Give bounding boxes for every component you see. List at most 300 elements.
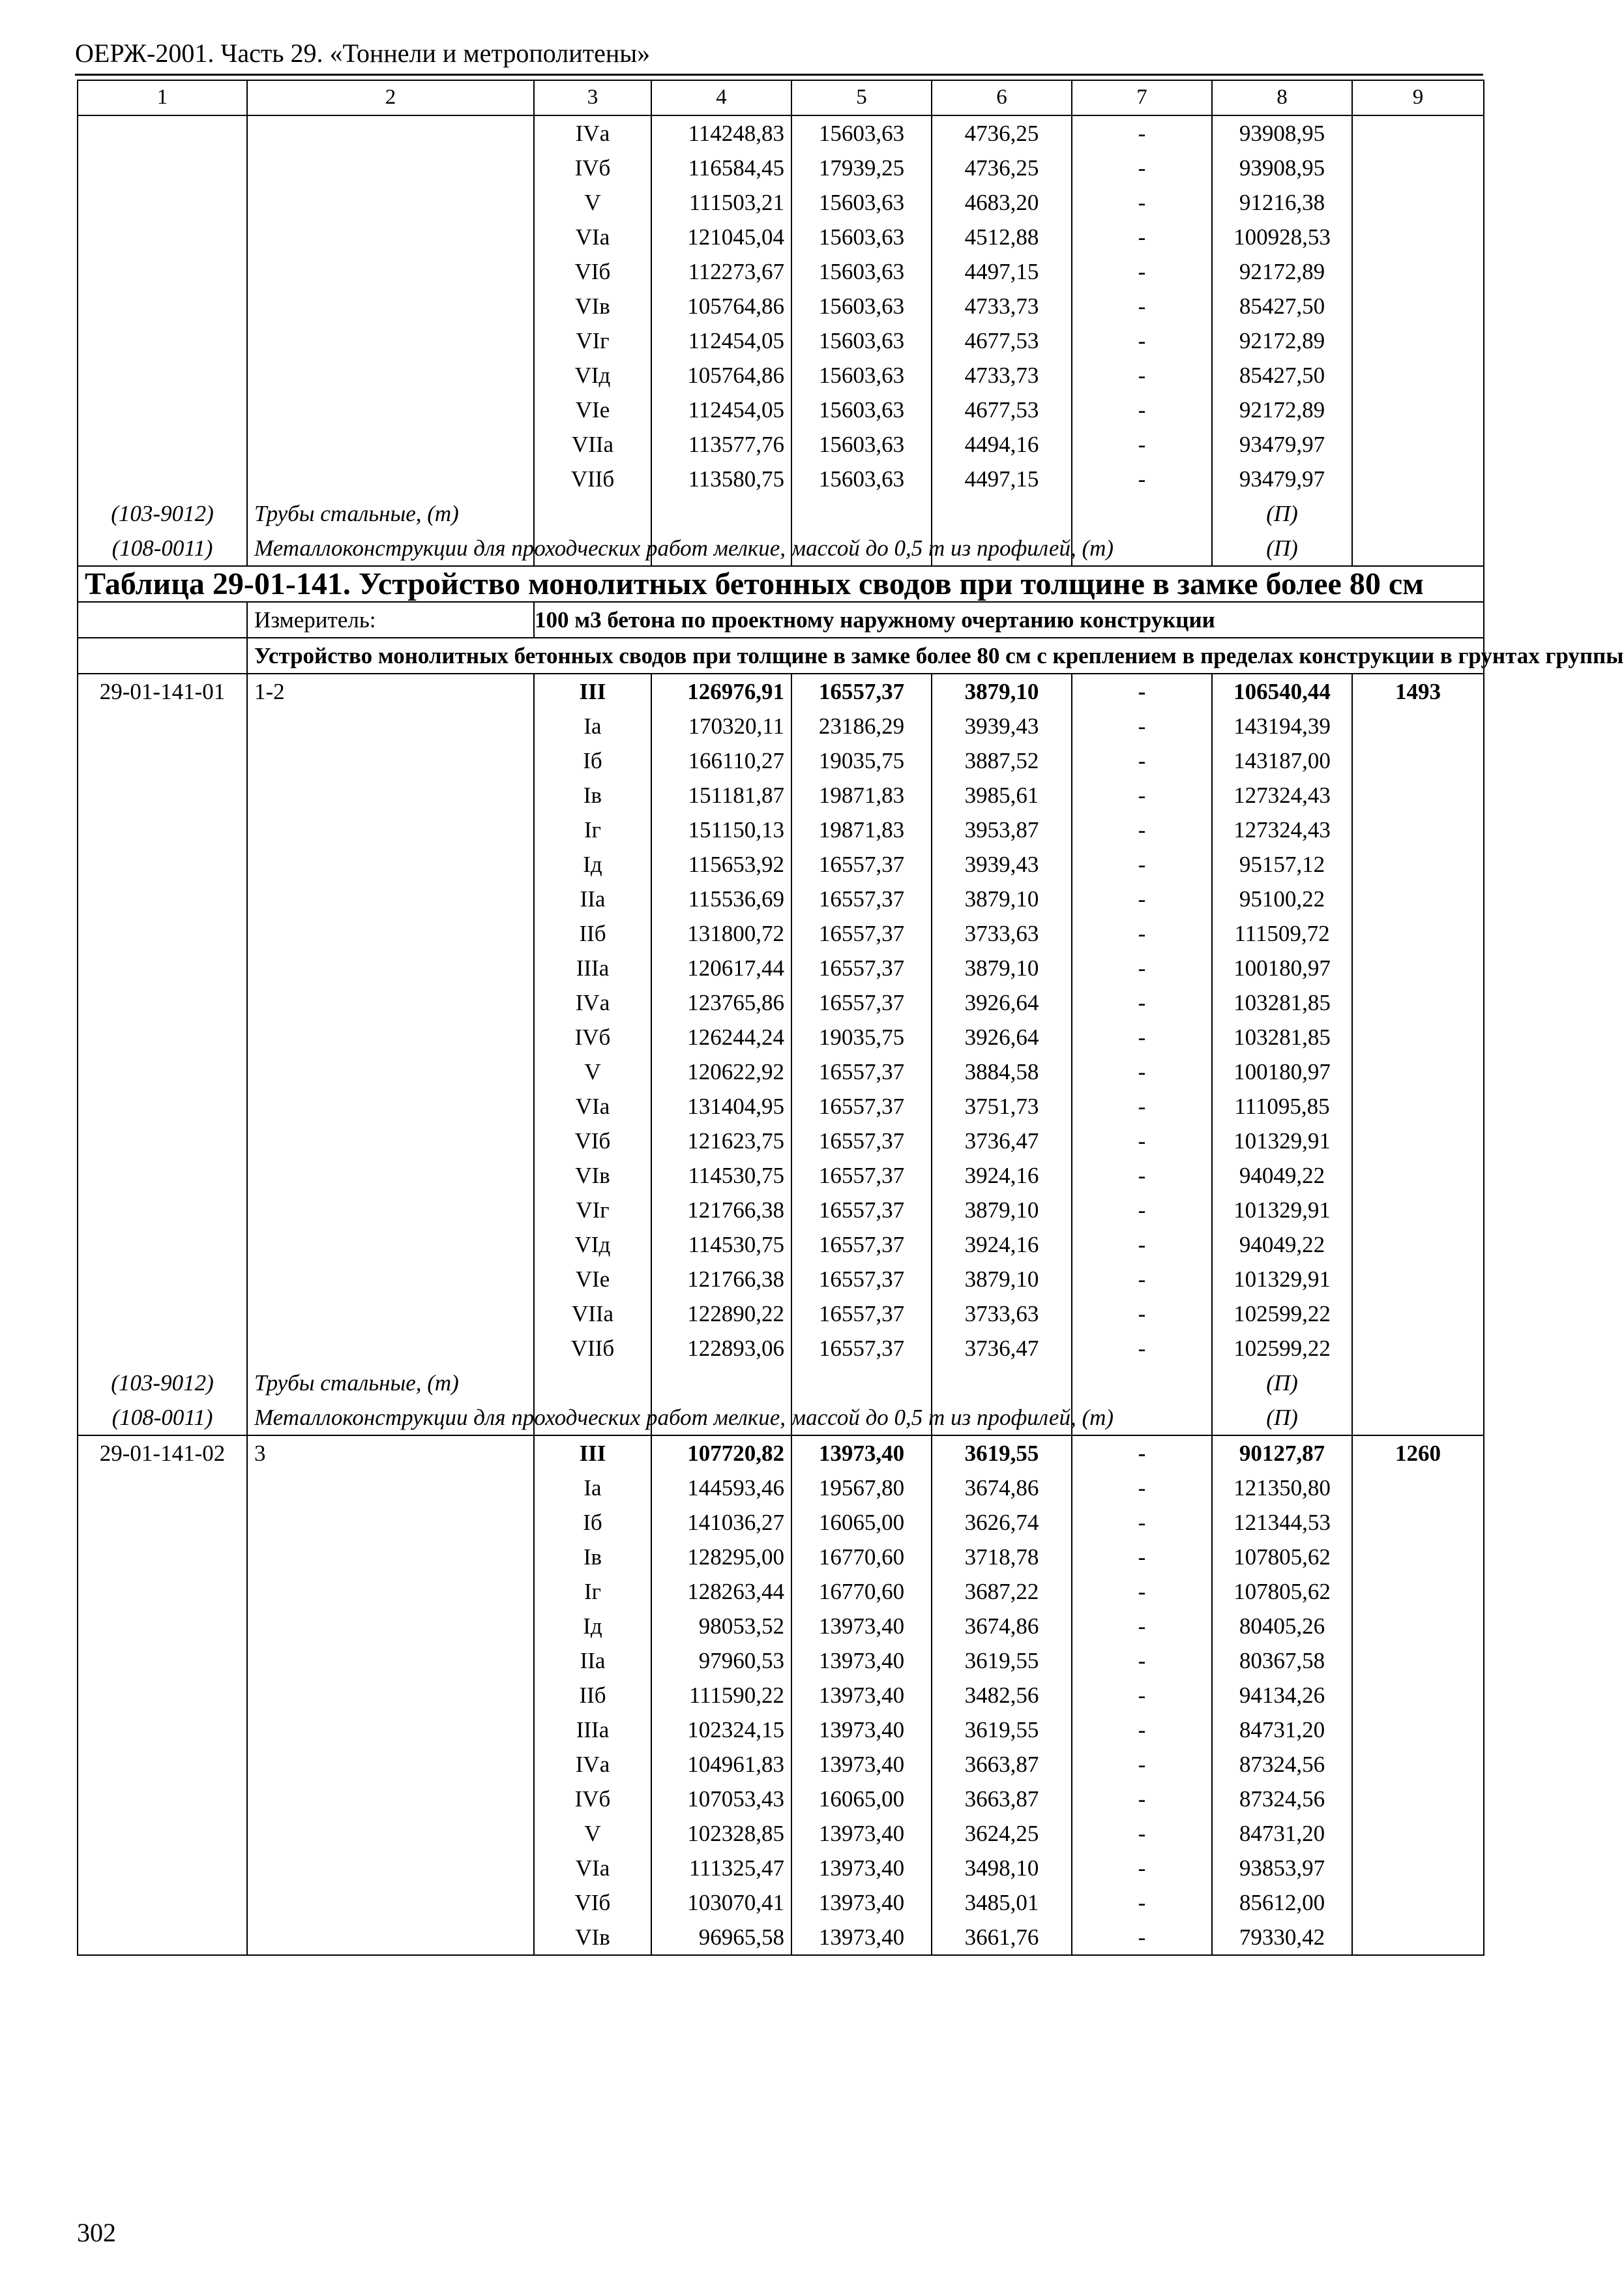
labor-cost [1352,1505,1484,1540]
table-row [78,358,1484,393]
soil-group [247,1124,534,1158]
labor-cost [1352,1262,1484,1296]
value-cell: 3879,10 [932,1262,1072,1296]
value-cell: - [1072,393,1212,427]
labor-cost [1352,1055,1484,1089]
value-cell: - [1072,289,1212,323]
value-cell: 101329,91 [1212,1262,1352,1296]
value-cell: - [1072,674,1212,709]
rate-code [78,1609,247,1643]
value-cell: 3884,58 [932,1055,1072,1089]
value-cell: - [1072,462,1212,496]
zone-label: VIе [534,1262,651,1296]
material-code: (108-0011) [78,1400,247,1435]
value-cell: 127324,43 [1212,813,1352,847]
table-cell [534,496,651,531]
value-cell: 3733,63 [932,916,1072,951]
value-cell: 19035,75 [791,743,932,778]
table-row [78,1920,1484,1955]
zone-label: VIд [534,358,651,393]
value-cell: - [1072,1816,1212,1851]
soil-group [247,1089,534,1124]
table-row [78,813,1484,847]
value-cell: 3926,64 [932,1020,1072,1055]
soil-group [247,1227,534,1262]
zone-label: VIб [534,254,651,289]
soil-group [247,985,534,1020]
value-cell: 107053,43 [651,1782,791,1816]
value-cell: 13973,40 [791,1643,932,1678]
value-cell: 102328,85 [651,1816,791,1851]
value-cell: 103070,41 [651,1885,791,1920]
value-cell: - [1072,220,1212,254]
table-row [78,1296,1484,1331]
value-cell: 102324,15 [651,1713,791,1747]
value-cell: 80405,26 [1212,1609,1352,1643]
rate-code [78,151,247,185]
value-cell: 121045,04 [651,220,791,254]
soil-group [247,358,534,393]
table-row [78,951,1484,985]
value-cell: 97960,53 [651,1643,791,1678]
value-cell: 121350,80 [1212,1471,1352,1505]
soil-group [247,1193,534,1227]
labor-cost: 1493 [1352,674,1484,709]
soil-group [247,289,534,323]
rate-code: 29-01-141-01 [78,674,247,709]
value-cell: 100928,53 [1212,220,1352,254]
labor-cost [1352,1089,1484,1124]
table-cell [1352,496,1484,531]
soil-group: 1-2 [247,674,534,709]
value-cell: 111509,72 [1212,916,1352,951]
value-cell: 3939,43 [932,847,1072,882]
value-cell: 3879,10 [932,951,1072,985]
rate-code [78,1747,247,1782]
rate-code [78,254,247,289]
soil-group [247,1920,534,1955]
soil-group [247,393,534,427]
soil-group: 3 [247,1435,534,1471]
soil-group [247,1574,534,1609]
table-row [78,1851,1484,1885]
labor-cost [1352,323,1484,358]
column-number: 1 [78,80,247,115]
soil-group [247,151,534,185]
value-cell: 17939,25 [791,151,932,185]
value-cell: 16557,37 [791,1331,932,1366]
table-row [78,1020,1484,1055]
zone-label: Iг [534,1574,651,1609]
zone-label: IIб [534,916,651,951]
zone-label: III [534,674,651,709]
column-number: 8 [1212,80,1352,115]
column-number: 3 [534,80,651,115]
value-cell: 13973,40 [791,1678,932,1713]
zone-label: VIв [534,1158,651,1193]
value-cell: 95157,12 [1212,847,1352,882]
value-cell: 121766,38 [651,1262,791,1296]
soil-group [247,1782,534,1816]
zone-label: Iв [534,778,651,813]
rate-code [78,813,247,847]
value-cell: 87324,56 [1212,1747,1352,1782]
table-row [78,1227,1484,1262]
value-cell: 112454,05 [651,323,791,358]
column-number: 6 [932,80,1072,115]
value-cell: - [1072,813,1212,847]
labor-cost [1352,462,1484,496]
value-cell: 85612,00 [1212,1885,1352,1920]
value-cell: - [1072,358,1212,393]
rate-code [78,743,247,778]
value-cell: - [1072,778,1212,813]
value-cell: 114530,75 [651,1158,791,1193]
table-row [78,882,1484,916]
labor-cost [1352,220,1484,254]
column-numbers-row [78,80,1484,115]
value-cell: 107720,82 [651,1435,791,1471]
column-number: 2 [247,80,534,115]
soil-group [247,1505,534,1540]
value-cell: 103281,85 [1212,985,1352,1020]
table-row [78,1089,1484,1124]
table-row [78,254,1484,289]
labor-cost [1352,1816,1484,1851]
value-cell: 85427,50 [1212,289,1352,323]
rate-code [78,1227,247,1262]
table-row [78,1574,1484,1609]
value-cell: - [1072,151,1212,185]
table-row [78,1609,1484,1643]
table-row [78,743,1484,778]
value-cell: 113577,76 [651,427,791,462]
value-cell: 3674,86 [932,1471,1072,1505]
material-row [78,1400,1484,1435]
value-cell: 98053,52 [651,1609,791,1643]
value-cell: 111590,22 [651,1678,791,1713]
value-cell: 131800,72 [651,916,791,951]
value-cell: 16557,37 [791,674,932,709]
value-cell: 13973,40 [791,1609,932,1643]
value-cell: 80367,58 [1212,1643,1352,1678]
soil-group [247,1747,534,1782]
value-cell: 166110,27 [651,743,791,778]
labor-cost [1352,882,1484,916]
value-cell: 16557,37 [791,1124,932,1158]
table-row [78,674,1484,709]
value-cell: 93853,97 [1212,1851,1352,1885]
labor-cost [1352,985,1484,1020]
value-cell: 105764,86 [651,358,791,393]
value-cell: - [1072,1193,1212,1227]
labor-cost [1352,1124,1484,1158]
value-cell: 16557,37 [791,882,932,916]
soil-group [247,1262,534,1296]
rate-code [78,1540,247,1574]
value-cell: 95100,22 [1212,882,1352,916]
value-cell: 144593,46 [651,1471,791,1505]
labor-cost [1352,1643,1484,1678]
value-cell: 128295,00 [651,1540,791,1574]
zone-label: IIа [534,882,651,916]
value-cell: 19871,83 [791,813,932,847]
value-cell: - [1072,916,1212,951]
value-cell: 115536,69 [651,882,791,916]
soil-group [247,220,534,254]
material-code: (103-9012) [78,1366,247,1400]
value-cell: - [1072,254,1212,289]
value-cell: 19035,75 [791,1020,932,1055]
value-cell: 19567,80 [791,1471,932,1505]
material-code: (103-9012) [78,496,247,531]
material-name: Металлоконструкции для проходческих работ мелкие, массой до 0,5 т из профилей, (т) [247,531,534,566]
value-cell: 90127,87 [1212,1435,1352,1471]
value-cell: 3619,55 [932,1643,1072,1678]
zone-label: Iд [534,847,651,882]
value-cell: 93479,97 [1212,427,1352,462]
zone-label: Iа [534,709,651,743]
value-cell: 3879,10 [932,882,1072,916]
zone-label: IVб [534,1020,651,1055]
value-cell: 113580,75 [651,462,791,496]
value-cell: 3661,76 [932,1920,1072,1955]
value-cell: 151181,87 [651,778,791,813]
value-cell: 4733,73 [932,289,1072,323]
labor-cost [1352,709,1484,743]
value-cell: 4736,25 [932,115,1072,151]
rate-code [78,1193,247,1227]
zone-label: VIе [534,393,651,427]
labor-cost [1352,1193,1484,1227]
value-cell: 4736,25 [932,151,1072,185]
value-cell: 16557,37 [791,916,932,951]
value-cell: 106540,44 [1212,674,1352,709]
soil-group [247,323,534,358]
value-cell: 3939,43 [932,709,1072,743]
value-cell: 107805,62 [1212,1540,1352,1574]
zone-label: IVб [534,151,651,185]
material-mark: (П) [1212,496,1352,531]
soil-group [247,1885,534,1920]
value-cell: - [1072,951,1212,985]
value-cell: - [1072,1609,1212,1643]
value-cell: 15603,63 [791,427,932,462]
value-cell: 3619,55 [932,1435,1072,1471]
value-cell: 16557,37 [791,951,932,985]
value-cell: - [1072,1885,1212,1920]
labor-cost [1352,847,1484,882]
zone-label: Iд [534,1609,651,1643]
value-cell: - [1072,1505,1212,1540]
value-cell: 4497,15 [932,254,1072,289]
value-cell: 13973,40 [791,1816,932,1851]
value-cell: 151150,13 [651,813,791,847]
zone-label: VIв [534,1920,651,1955]
zone-label: VIIа [534,427,651,462]
zone-label: Iб [534,1505,651,1540]
value-cell: 107805,62 [1212,1574,1352,1609]
zone-label: VIIб [534,462,651,496]
labor-cost [1352,916,1484,951]
value-cell: 4497,15 [932,462,1072,496]
table-cell [1352,531,1484,566]
rate-code [78,1920,247,1955]
value-cell: 4677,53 [932,323,1072,358]
value-cell: - [1072,709,1212,743]
value-cell: - [1072,1435,1212,1471]
page-number: 302 [77,2218,116,2247]
rate-code [78,1020,247,1055]
value-cell: - [1072,1747,1212,1782]
value-cell: 121766,38 [651,1193,791,1227]
value-cell: 13973,40 [791,1885,932,1920]
value-cell: 15603,63 [791,220,932,254]
rate-code [78,1124,247,1158]
value-cell: 16557,37 [791,985,932,1020]
labor-cost [1352,1574,1484,1609]
labor-cost [1352,951,1484,985]
table-row [78,1713,1484,1747]
value-cell: 85427,50 [1212,358,1352,393]
soil-group [247,115,534,151]
table-row [78,1471,1484,1505]
soil-group [247,1331,534,1366]
labor-cost [1352,1851,1484,1885]
value-cell: 16065,00 [791,1505,932,1540]
rate-code [78,220,247,254]
rate-code [78,323,247,358]
labor-cost [1352,1747,1484,1782]
value-cell: 3626,74 [932,1505,1072,1540]
value-cell: 4733,73 [932,358,1072,393]
table-row [78,916,1484,951]
header-rule [75,74,1483,76]
table-row [78,1643,1484,1678]
value-cell: 111503,21 [651,185,791,220]
table-row [78,220,1484,254]
value-cell: 3736,47 [932,1331,1072,1366]
table-row [78,185,1484,220]
value-cell: 121344,53 [1212,1505,1352,1540]
zone-label: Iг [534,813,651,847]
material-row [78,1366,1484,1400]
rate-code [78,951,247,985]
section-subtitle: Устройство монолитных бетонных сводов при толщине в замке более 80 см с креплением в пределах конструкции в грунтах группы [247,638,1484,674]
zone-label: VIб [534,1124,651,1158]
zone-label: IVа [534,115,651,151]
value-cell: 114530,75 [651,1227,791,1262]
value-cell: 92172,89 [1212,393,1352,427]
labor-cost: 1260 [1352,1435,1484,1471]
value-cell: 4494,16 [932,427,1072,462]
value-cell: 143194,39 [1212,709,1352,743]
table-row [78,1505,1484,1540]
soil-group [247,427,534,462]
value-cell: 131404,95 [651,1089,791,1124]
table-row [78,151,1484,185]
value-cell: 101329,91 [1212,1124,1352,1158]
value-cell: 115653,92 [651,847,791,882]
value-cell: 126244,24 [651,1020,791,1055]
measure-value: 100 м3 бетона по проектному наружному очертанию конструкции [534,602,1484,638]
table-row [78,289,1484,323]
table-row [78,323,1484,358]
soil-group [247,916,534,951]
value-cell: 4677,53 [932,393,1072,427]
value-cell: 16557,37 [791,1055,932,1089]
value-cell: 112273,67 [651,254,791,289]
labor-cost [1352,254,1484,289]
zone-label: IIа [534,1643,651,1678]
value-cell: - [1072,1643,1212,1678]
value-cell: - [1072,1713,1212,1747]
value-cell: - [1072,985,1212,1020]
value-cell: 3736,47 [932,1124,1072,1158]
value-cell: 13973,40 [791,1920,932,1955]
column-number: 4 [651,80,791,115]
value-cell: 3663,87 [932,1782,1072,1816]
table-row [78,462,1484,496]
value-cell: - [1072,323,1212,358]
value-cell: 128263,44 [651,1574,791,1609]
value-cell: 127324,43 [1212,778,1352,813]
rate-code [78,1851,247,1885]
labor-cost [1352,289,1484,323]
value-cell: 3498,10 [932,1851,1072,1885]
rate-code [78,289,247,323]
value-cell: 112454,05 [651,393,791,427]
page-header: ОЕРЖ-2001. Часть 29. «Тоннели и метрополитены» [75,38,651,68]
value-cell: 15603,63 [791,289,932,323]
value-cell: 93908,95 [1212,115,1352,151]
rate-code [78,847,247,882]
labor-cost [1352,1540,1484,1574]
value-cell: 16557,37 [791,1089,932,1124]
column-number: 9 [1352,80,1484,115]
value-cell: 3733,63 [932,1296,1072,1331]
table-cell [932,496,1072,531]
rate-code [78,358,247,393]
soil-group [247,254,534,289]
value-cell: 13973,40 [791,1747,932,1782]
labor-cost [1352,1678,1484,1713]
value-cell: 122890,22 [651,1296,791,1331]
value-cell: 16770,60 [791,1540,932,1574]
value-cell: 84731,20 [1212,1816,1352,1851]
zone-label: VIа [534,1089,651,1124]
table-row [78,1782,1484,1816]
material-mark: (П) [1212,1366,1352,1400]
labor-cost [1352,778,1484,813]
rate-code [78,1713,247,1747]
soil-group [247,951,534,985]
value-cell: 94049,22 [1212,1158,1352,1193]
value-cell: 123765,86 [651,985,791,1020]
rate-code [78,778,247,813]
table-cell [651,496,791,531]
soil-group [247,185,534,220]
zone-label: VIд [534,1227,651,1262]
value-cell: - [1072,1331,1212,1366]
labor-cost [1352,1609,1484,1643]
labor-cost [1352,358,1484,393]
material-name: Металлоконструкции для проходческих работ мелкие, массой до 0,5 т из профилей, (т) [247,1400,534,1435]
value-cell: 3663,87 [932,1747,1072,1782]
value-cell: - [1072,1678,1212,1713]
labor-cost [1352,743,1484,778]
value-cell: 170320,11 [651,709,791,743]
